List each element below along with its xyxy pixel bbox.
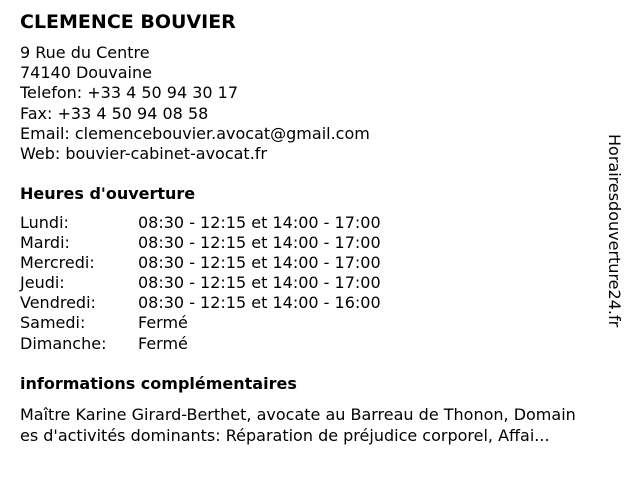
contact-block (20, 43, 370, 164)
email-address: Email: clemencebouvier.avocat@gmail.com (20, 123, 370, 143)
hours-row-sunday (20, 334, 440, 354)
address-street: 9 Rue du Centre (20, 43, 150, 62)
additional-info-line: es d'activités dominants: Réparation de préjudice corporel, Affai... (20, 425, 550, 445)
hours-day: Dimanche: (20, 333, 107, 353)
hours-day: Samedi: (20, 313, 86, 333)
additional-info-heading: informations complémentaires (20, 374, 297, 393)
opening-hours-table (20, 213, 440, 354)
hours-time: 08:30 - 12:15 et 14:00 - 17:00 (138, 253, 381, 273)
site-watermark: Horairesdouverture24.fr (605, 134, 624, 328)
hours-row-monday (20, 213, 440, 233)
hours-day: Mardi: (20, 233, 70, 253)
hours-day: Mercredi: (20, 253, 95, 273)
opening-hours-heading: Heures d'ouverture (20, 184, 196, 203)
hours-row-tuesday (20, 233, 440, 253)
hours-row-saturday (20, 313, 440, 333)
hours-time: Fermé (138, 313, 188, 333)
website-address: Web: bouvier-cabinet-avocat.fr (20, 143, 267, 163)
hours-day: Vendredi: (20, 293, 96, 313)
additional-info-text (20, 405, 628, 446)
hours-day: Lundi: (20, 213, 69, 232)
hours-time: 08:30 - 12:15 et 14:00 - 17:00 (138, 273, 381, 293)
fax-number: Fax: +33 4 50 94 08 58 (20, 103, 209, 123)
hours-day: Jeudi: (20, 273, 65, 293)
business-name: CLEMENCE BOUVIER (20, 11, 236, 33)
hours-row-friday (20, 293, 440, 313)
hours-time: Fermé (138, 333, 188, 353)
phone-number: Telefon: +33 4 50 94 30 17 (20, 83, 239, 103)
hours-row-wednesday (20, 253, 440, 273)
address-city: 74140 Douvaine (20, 63, 152, 83)
hours-time: 08:30 - 12:15 et 14:00 - 17:00 (138, 233, 381, 253)
hours-time: 08:30 - 12:15 et 14:00 - 16:00 (138, 293, 381, 313)
hours-time: 08:30 - 12:15 et 14:00 - 17:00 (138, 213, 381, 232)
hours-row-thursday (20, 273, 440, 293)
additional-info-line: Maître Karine Girard-Berthet, avocate au Barreau de Thonon, Domain (20, 405, 576, 424)
